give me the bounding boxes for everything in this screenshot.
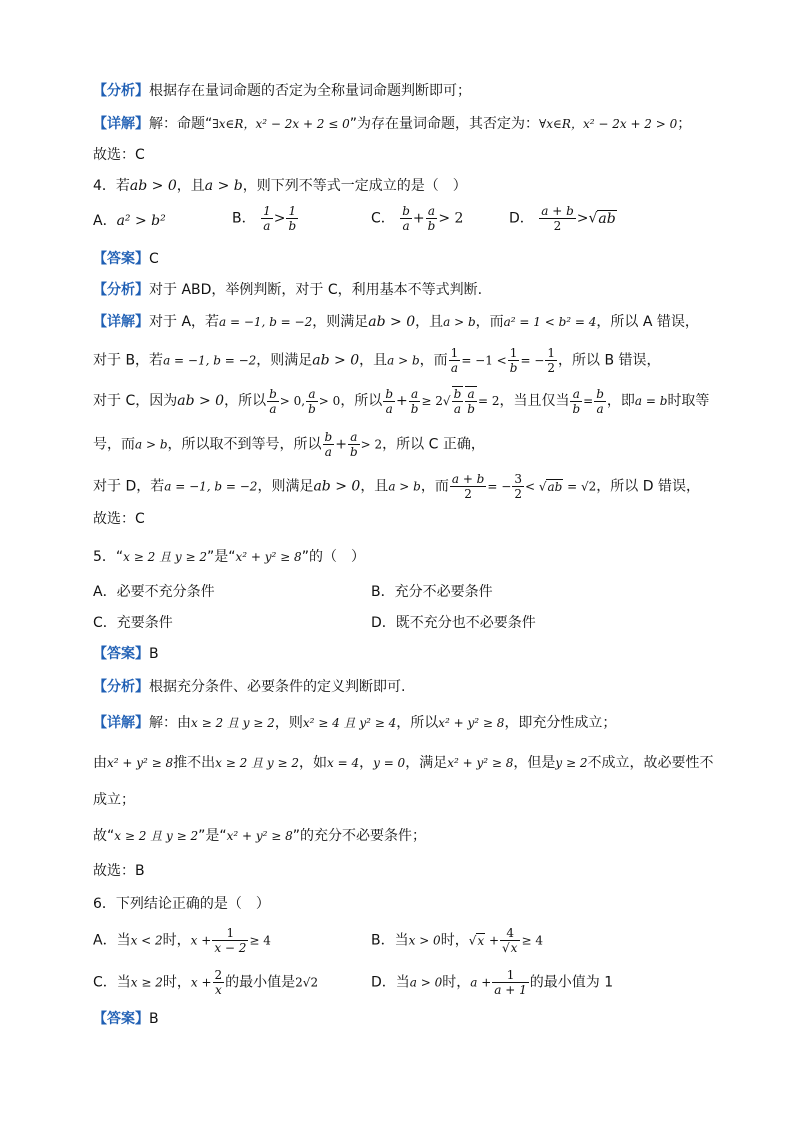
q4-stem: 4．若ab > 0，且a > b，则下列不等式一定成立的是（ ） (93, 178, 467, 194)
q5-analysis: 【分析】根据充分条件、必要条件的定义判断即可. (93, 679, 406, 695)
q4-detail-d: 对于 D，若a = −1, b = −2，则满足ab > 0，且a > b，而 $\frac{a + b}{2}$ = − $\frac{3}{2}$ < √ab = √2，所以 D 错误， (93, 472, 700, 501)
q3-choice: 故选：C (93, 147, 145, 163)
detail-tag: 【详解】 (93, 116, 149, 132)
q6-option-a: A．当x < 2时，x + $\frac{1}{x - 2}$ ≥ 4 (93, 926, 271, 955)
detail-tag: 【详解】 (93, 314, 149, 330)
q5-answer: 【答案】B (93, 646, 159, 662)
answer-tag: 【答案】 (93, 251, 149, 267)
q4-choice: 故选：C (93, 511, 145, 527)
q5-detail-2: 由x² + y² ≥ 8推不出x ≥ 2 且 y ≥ 2，如x = 4，y = 0，满足x² + y² ≥ 8，但是y ≥ 2不成立，故必要性不 (93, 755, 714, 771)
q3-detail: 【详解】解：命题“∃x∈R，x² − 2x + 2 ≤ 0”为存在量词命题，其否定为：∀x∈R，x² − 2x + 2 > 0； (93, 116, 692, 132)
q6-option-b: B．当x > 0时，√x + $\frac{4}{√x}$ ≥ 4 (371, 926, 543, 955)
q4-detail-c2: 号，而a > b，所以取不到等号，所以 $\frac{b}{a}$ + $\frac{a}{b}$ > 2，所以 C 正确， (93, 430, 485, 459)
q4-option-c: C． $\frac{b}{a}$ + $\frac{a}{b}$ > 2 (371, 204, 464, 233)
q5-option-a: A．必要不充分条件 (93, 584, 215, 600)
q4-option-b: B． $\frac{1}{a}$ > $\frac{1}{b}$ (232, 204, 297, 233)
q5-detail-4: 故“x ≥ 2 且 y ≥ 2”是“x² + y² ≥ 8”的充分不必要条件； (93, 828, 427, 844)
q5-choice: 故选：B (93, 863, 145, 879)
q5-stem: 5．“x ≥ 2 且 y ≥ 2”是“x² + y² ≥ 8”的（ ） (93, 549, 365, 565)
q4-option-a: A．a² > b² (93, 213, 166, 229)
q5-option-d: D．既不充分也不必要条件 (371, 615, 536, 631)
q4-answer: 【答案】C (93, 251, 159, 267)
q5-detail-3: 成立； (93, 792, 135, 808)
q6-answer: 【答案】B (93, 1011, 159, 1027)
q4-detail-b: 对于 B，若a = −1, b = −2，则满足ab > 0，且a > b，而 $\frac{1}{a}$ = −1 < $\frac{1}{b}$ = − $\frac{1}{2}$ ，所以 B 错误， (93, 346, 661, 375)
analysis-tag: 【分析】 (93, 282, 149, 298)
q4-option-d: D． $\frac{a + b}{2}$ >√ab (509, 204, 616, 233)
q5-option-b: B．充分不必要条件 (371, 584, 493, 600)
q4-detail-a: 【详解】对于 A，若a = −1, b = −2，则满足ab > 0，且a > b，而a² = 1 < b² = 4，所以 A 错误， (93, 314, 699, 330)
q4-analysis: 【分析】对于 ABD，举例判断，对于 C，利用基本不等式判断. (93, 282, 483, 298)
q6-option-c: C．当x ≥ 2时，x + $\frac{2}{x}$ 的最小值是2√2 (93, 968, 319, 997)
q3-analysis: 【分析】根据存在量词命题的否定为全称量词命题判断即可； (93, 83, 471, 99)
q6-option-d: D．当a > 0时，a + $\frac{1}{a + 1}$ 的最小值为 1 (371, 968, 614, 997)
answer-tag: 【答案】 (93, 1011, 149, 1027)
analysis-tag: 【分析】 (93, 83, 149, 99)
q5-detail-1: 【详解】解：由x ≥ 2 且 y ≥ 2，则x² ≥ 4 且 y² ≥ 4，所以x² + y² ≥ 8，即充分性成立； (93, 715, 617, 731)
answer-tag: 【答案】 (93, 646, 149, 662)
q4-detail-c: 对于 C，因为ab > 0，所以 $\frac{b}{a}$ > 0, $\frac{a}{b}$ > 0，所以 $\frac{b}{a}$ + $\frac{a}{b}$ ≥ 2√ $\frac{b}{a}$ $\frac{a}{b}$ = 2，当且仅当 $\frac{a}{b}$ = $\frac{b}{a}$ ，即a = b时取等 (93, 386, 710, 416)
analysis-tag: 【分析】 (93, 679, 149, 695)
q6-stem: 6．下列结论正确的是（ ） (93, 896, 270, 912)
q5-option-c: C．充要条件 (93, 615, 173, 631)
detail-tag: 【详解】 (93, 715, 149, 731)
